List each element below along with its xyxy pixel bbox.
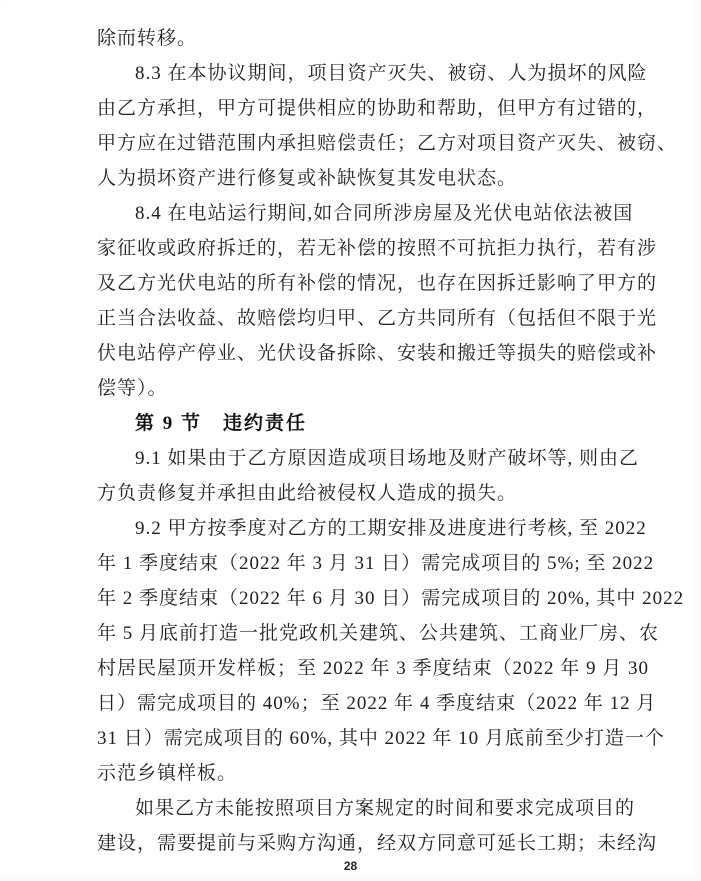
- clause-9-2-line: 示范乡镇样板。: [97, 763, 238, 784]
- clause-8-3-line: 8.3 在本协议期间，项目资产灭失、被窃、人为损坏的风险: [135, 63, 648, 84]
- clause-9-2-line: 村居民屋顶开发样板；至 2022 年 3 季度结束（2022 年 9 月 30: [97, 658, 650, 679]
- doc-line-continuation: 除而转移。: [97, 28, 198, 49]
- clause-9-2-line: 31 日）需完成项目的 60%, 其中 2022 年 10 月底前至少打造一个: [97, 728, 665, 749]
- clause-9-2-line: 年 1 季度结束（2022 年 3 月 31 日）需完成项目的 5%; 至 2022: [97, 553, 655, 574]
- clause-8-4-line: 正当合法收益、故赔偿均归甲、乙方共同所有（包括但不限于光: [97, 308, 658, 329]
- clause-8-3-line: 由乙方承担，甲方可提供相应的协助和帮助，但甲方有过错的，: [97, 98, 658, 119]
- clause-8-4-line: 伏电站停产停业、光伏设备拆除、安装和搬迁等损失的赔偿或补: [97, 343, 658, 364]
- clause-9-2-line: 9.2 甲方按季度对乙方的工期安排及进度进行考核, 至 2022: [135, 518, 647, 539]
- clause-9-2-line: 年 2 季度结束（2022 年 6 月 30 日）需完成项目的 20%, 其中 2022: [97, 588, 685, 609]
- clause-9-2-para2-line: 如果乙方未能按照项目方案规定的时间和要求完成项目的: [135, 798, 636, 819]
- clause-8-3-line: 甲方应在过错范围内承担赔偿责任；乙方对项目资产灭失、被窃、: [97, 133, 678, 154]
- clause-8-4-line: 8.4 在电站运行期间,如合同所涉房屋及光伏电站依法被国: [135, 203, 634, 224]
- clause-8-3-line: 人为损坏资产进行修复或补缺恢复其发电状态。: [97, 168, 518, 189]
- page-number: 28: [343, 859, 358, 873]
- page-content: [97, 21, 685, 861]
- clause-8-4-line: 家征收或政府拆迁的，若无补偿的按照不可抗拒力执行，若有涉: [97, 238, 658, 259]
- clause-9-2-line: 年 5 月底前打造一批党政机关建筑、公共建筑、工商业厂房、农: [97, 623, 660, 644]
- clause-9-2-line: 日）需完成项目的 40%；至 2022 年 4 季度结束（2022 年 12 月: [97, 693, 657, 714]
- clause-8-4-line: 偿等）。: [97, 378, 168, 399]
- clause-8-4-line: 及乙方光伏电站的所有补偿的情况，也存在因拆迁影响了甲方的: [97, 273, 658, 294]
- section-9-heading: 第 9 节 违约责任: [135, 413, 308, 434]
- clause-9-1-line: 方负责修复并承担由此给被侵权人造成的损失。: [97, 483, 518, 504]
- clause-9-1-line: 9.1 如果由于乙方原因造成项目场地及财产破坏等, 则由乙: [135, 448, 640, 469]
- clause-9-2-para2-line: 建设，需要提前与采购方沟通，经双方同意可延长工期；未经沟: [97, 833, 658, 854]
